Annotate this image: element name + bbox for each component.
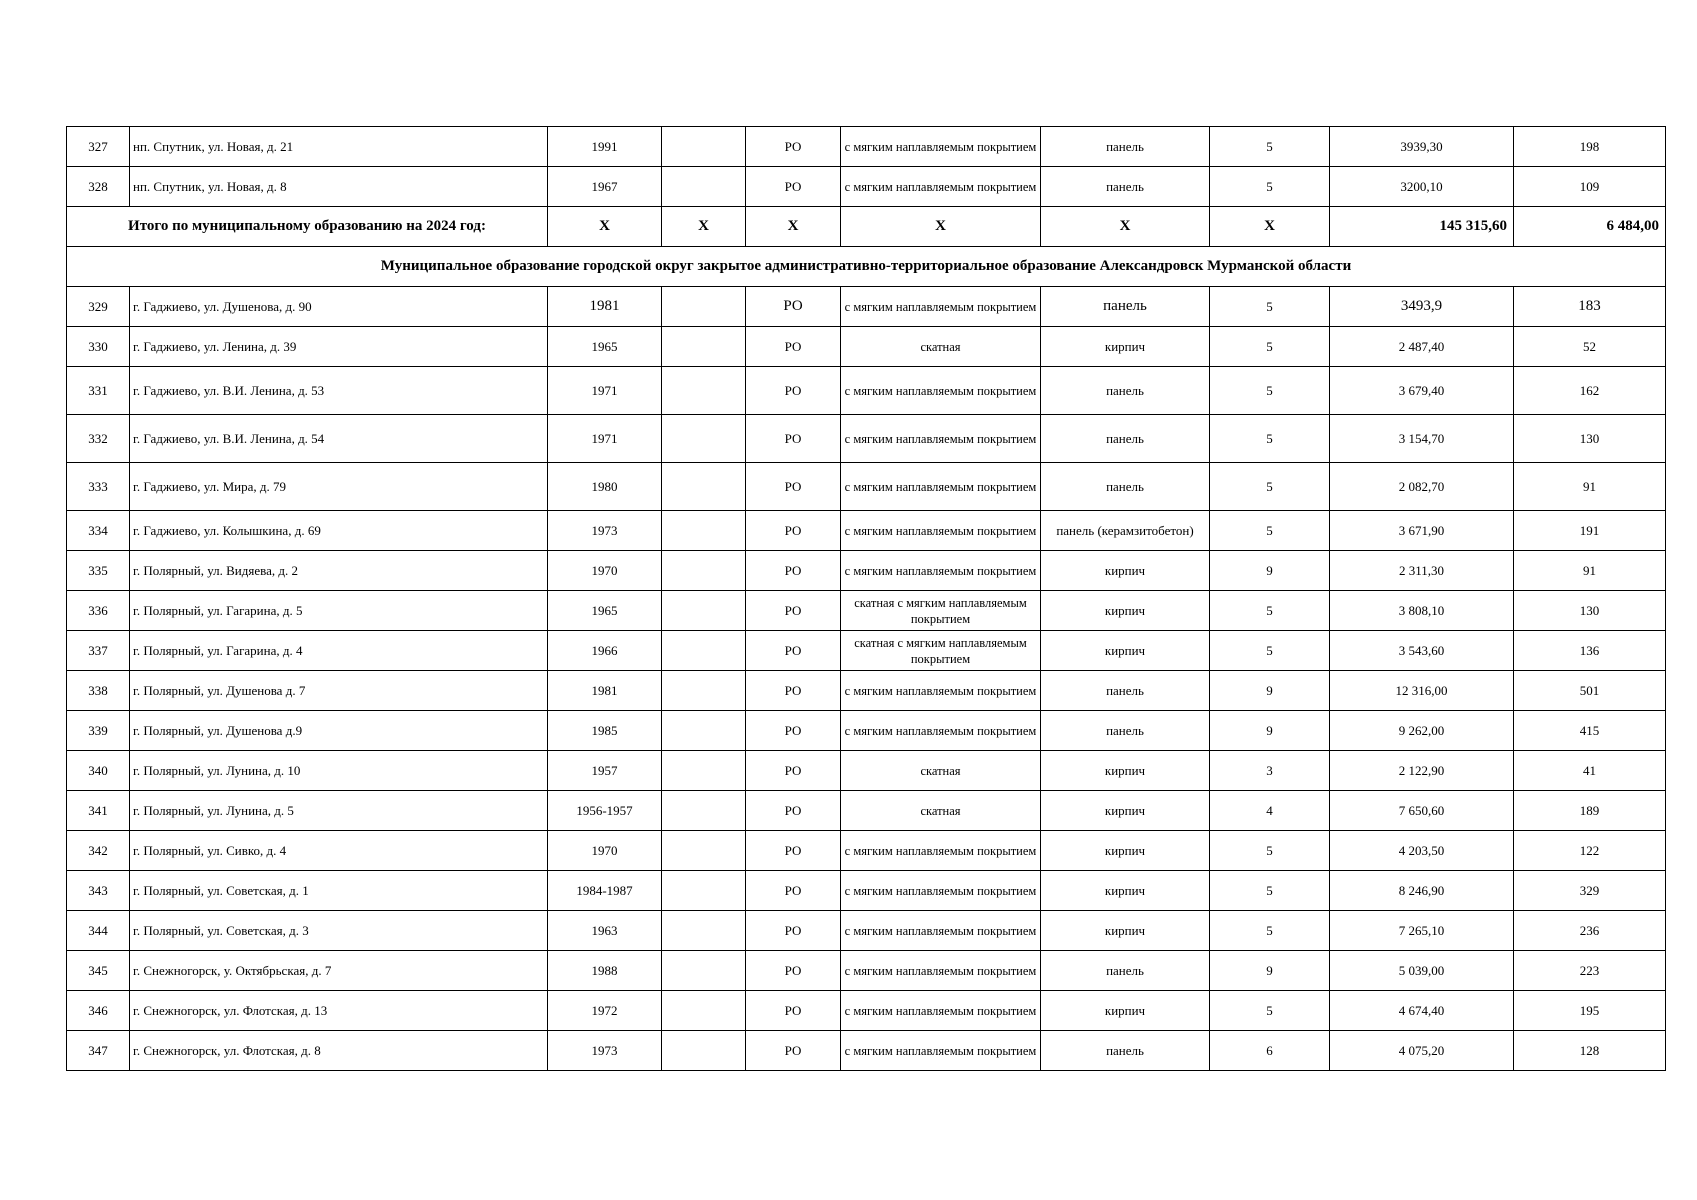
row-number: 334 <box>67 511 130 551</box>
address-cell: г. Гаджиево, ул. Душенова, д. 90 <box>130 287 548 327</box>
floors-cell: 5 <box>1210 831 1330 871</box>
area-cell: 4 075,20 <box>1330 1031 1514 1071</box>
address-cell: г. Гаджиево, ул. Колышкина, д. 69 <box>130 511 548 551</box>
ro-cell: РО <box>746 127 841 167</box>
year-cell: 1965 <box>548 591 662 631</box>
empty-cell <box>662 167 746 207</box>
count-cell: 130 <box>1514 591 1666 631</box>
floors-cell: 5 <box>1210 511 1330 551</box>
area-cell: 2 122,90 <box>1330 751 1514 791</box>
address-cell: г. Гаджиево, ул. Ленина, д. 39 <box>130 327 548 367</box>
ro-cell: РО <box>746 463 841 511</box>
year-cell: 1973 <box>548 511 662 551</box>
total-floors: X <box>1210 207 1330 247</box>
roof-type-cell: с мягким наплавляемым покрытием <box>841 167 1041 207</box>
year-cell: 1967 <box>548 167 662 207</box>
count-cell: 329 <box>1514 871 1666 911</box>
ro-cell: РО <box>746 951 841 991</box>
empty-cell <box>662 831 746 871</box>
row-number: 332 <box>67 415 130 463</box>
row-number: 337 <box>67 631 130 671</box>
section-row <box>67 247 1666 287</box>
ro-cell: РО <box>746 287 841 327</box>
total-area: 145 315,60 <box>1330 207 1514 247</box>
empty-cell <box>662 991 746 1031</box>
address-cell: г. Снежногорск, ул. Флотская, д. 13 <box>130 991 548 1031</box>
year-cell: 1980 <box>548 463 662 511</box>
count-cell: 189 <box>1514 791 1666 831</box>
row-number: 340 <box>67 751 130 791</box>
empty-cell <box>662 911 746 951</box>
row-number: 339 <box>67 711 130 751</box>
ro-cell: РО <box>746 671 841 711</box>
empty-cell <box>662 127 746 167</box>
ro-cell: РО <box>746 415 841 463</box>
table-row <box>67 551 1666 591</box>
roof-type-cell: скатная <box>841 327 1041 367</box>
table-row <box>67 751 1666 791</box>
wall-material-cell: кирпич <box>1041 911 1210 951</box>
area-cell: 3939,30 <box>1330 127 1514 167</box>
empty-cell <box>662 287 746 327</box>
area-cell: 2 311,30 <box>1330 551 1514 591</box>
total-roof: X <box>841 207 1041 247</box>
floors-cell: 5 <box>1210 327 1330 367</box>
empty-cell <box>662 327 746 367</box>
area-cell: 7 265,10 <box>1330 911 1514 951</box>
year-cell: 1972 <box>548 991 662 1031</box>
count-cell: 183 <box>1514 287 1666 327</box>
table-row <box>67 367 1666 415</box>
empty-cell <box>662 367 746 415</box>
count-cell: 236 <box>1514 911 1666 951</box>
ro-cell: РО <box>746 1031 841 1071</box>
wall-material-cell: кирпич <box>1041 991 1210 1031</box>
roof-type-cell: скатная <box>841 751 1041 791</box>
area-cell: 8 246,90 <box>1330 871 1514 911</box>
roof-type-cell: с мягким наплавляемым покрытием <box>841 1031 1041 1071</box>
address-cell: г. Снежногорск, у. Октябрьская, д. 7 <box>130 951 548 991</box>
roof-type-cell: с мягким наплавляемым покрытием <box>841 671 1041 711</box>
area-cell: 2 082,70 <box>1330 463 1514 511</box>
area-cell: 2 487,40 <box>1330 327 1514 367</box>
area-cell: 9 262,00 <box>1330 711 1514 751</box>
table-row <box>67 127 1666 167</box>
table-row <box>67 1031 1666 1071</box>
floors-cell: 5 <box>1210 287 1330 327</box>
area-cell: 12 316,00 <box>1330 671 1514 711</box>
total-ro: X <box>746 207 841 247</box>
year-cell: 1985 <box>548 711 662 751</box>
floors-cell: 6 <box>1210 1031 1330 1071</box>
total-year: X <box>548 207 662 247</box>
address-cell: г. Полярный, ул. Советская, д. 3 <box>130 911 548 951</box>
ro-cell: РО <box>746 367 841 415</box>
year-cell: 1984-1987 <box>548 871 662 911</box>
empty-cell <box>662 551 746 591</box>
table-row <box>67 167 1666 207</box>
roof-type-cell: с мягким наплавляемым покрытием <box>841 951 1041 991</box>
ro-cell: РО <box>746 791 841 831</box>
area-cell: 4 674,40 <box>1330 991 1514 1031</box>
year-cell: 1970 <box>548 831 662 871</box>
count-cell: 198 <box>1514 127 1666 167</box>
table-body-total <box>67 207 1666 287</box>
count-cell: 191 <box>1514 511 1666 551</box>
ro-cell: РО <box>746 911 841 951</box>
wall-material-cell: панель <box>1041 367 1210 415</box>
count-cell: 91 <box>1514 551 1666 591</box>
wall-material-cell: панель <box>1041 711 1210 751</box>
address-cell: нп. Спутник, ул. Новая, д. 21 <box>130 127 548 167</box>
housing-register-table <box>66 126 1666 1071</box>
table-row <box>67 951 1666 991</box>
floors-cell: 5 <box>1210 463 1330 511</box>
address-cell: г. Гаджиево, ул. В.И. Ленина, д. 54 <box>130 415 548 463</box>
empty-cell <box>662 463 746 511</box>
address-cell: г. Полярный, ул. Советская, д. 1 <box>130 871 548 911</box>
area-cell: 3 154,70 <box>1330 415 1514 463</box>
wall-material-cell: кирпич <box>1041 751 1210 791</box>
wall-material-cell: панель <box>1041 951 1210 991</box>
year-cell: 1991 <box>548 127 662 167</box>
year-cell: 1971 <box>548 367 662 415</box>
year-cell: 1973 <box>548 1031 662 1071</box>
wall-material-cell: кирпич <box>1041 327 1210 367</box>
year-cell: 1981 <box>548 671 662 711</box>
row-number: 335 <box>67 551 130 591</box>
table-row <box>67 631 1666 671</box>
table-body-top <box>67 127 1666 207</box>
address-cell: г. Полярный, ул. Душенова д.9 <box>130 711 548 751</box>
roof-type-cell: с мягким наплавляемым покрытием <box>841 871 1041 911</box>
wall-material-cell: кирпич <box>1041 871 1210 911</box>
wall-material-cell: кирпич <box>1041 831 1210 871</box>
area-cell: 3200,10 <box>1330 167 1514 207</box>
area-cell: 3 671,90 <box>1330 511 1514 551</box>
empty-cell <box>662 591 746 631</box>
ro-cell: РО <box>746 327 841 367</box>
address-cell: г. Полярный, ул. Гагарина, д. 5 <box>130 591 548 631</box>
ro-cell: РО <box>746 831 841 871</box>
year-cell: 1988 <box>548 951 662 991</box>
floors-cell: 9 <box>1210 951 1330 991</box>
floors-cell: 5 <box>1210 911 1330 951</box>
table-body-main <box>67 287 1666 1071</box>
area-cell: 5 039,00 <box>1330 951 1514 991</box>
year-cell: 1965 <box>548 327 662 367</box>
table-row <box>67 991 1666 1031</box>
count-cell: 136 <box>1514 631 1666 671</box>
row-number: 333 <box>67 463 130 511</box>
address-cell: г. Полярный, ул. Видяева, д. 2 <box>130 551 548 591</box>
roof-type-cell: скатная с мягким наплавляемым покрытием <box>841 631 1041 671</box>
year-cell: 1956-1957 <box>548 791 662 831</box>
count-cell: 109 <box>1514 167 1666 207</box>
ro-cell: РО <box>746 871 841 911</box>
empty-cell <box>662 791 746 831</box>
count-cell: 162 <box>1514 367 1666 415</box>
row-number: 342 <box>67 831 130 871</box>
address-cell: г. Снежногорск, ул. Флотская, д. 8 <box>130 1031 548 1071</box>
wall-material-cell: панель <box>1041 1031 1210 1071</box>
area-cell: 3 679,40 <box>1330 367 1514 415</box>
table-row <box>67 327 1666 367</box>
address-cell: нп. Спутник, ул. Новая, д. 8 <box>130 167 548 207</box>
empty-cell <box>662 415 746 463</box>
roof-type-cell: с мягким наплавляемым покрытием <box>841 511 1041 551</box>
table-row <box>67 871 1666 911</box>
wall-material-cell: панель <box>1041 167 1210 207</box>
wall-material-cell: кирпич <box>1041 591 1210 631</box>
ro-cell: РО <box>746 751 841 791</box>
roof-type-cell: с мягким наплавляемым покрытием <box>841 415 1041 463</box>
empty-cell <box>662 871 746 911</box>
area-cell: 3 543,60 <box>1330 631 1514 671</box>
row-number: 330 <box>67 327 130 367</box>
ro-cell: РО <box>746 991 841 1031</box>
wall-material-cell: панель <box>1041 127 1210 167</box>
roof-type-cell: скатная <box>841 791 1041 831</box>
floors-cell: 9 <box>1210 551 1330 591</box>
ro-cell: РО <box>746 631 841 671</box>
count-cell: 223 <box>1514 951 1666 991</box>
empty-cell <box>662 951 746 991</box>
year-cell: 1971 <box>548 415 662 463</box>
row-number: 343 <box>67 871 130 911</box>
wall-material-cell: кирпич <box>1041 551 1210 591</box>
roof-type-cell: с мягким наплавляемым покрытием <box>841 367 1041 415</box>
wall-material-cell: панель <box>1041 463 1210 511</box>
table-row <box>67 591 1666 631</box>
row-number: 329 <box>67 287 130 327</box>
empty-cell <box>662 751 746 791</box>
section-title: Муниципальное образование городской округ закрытое административно-территориальное образование Александровск Мурманской области <box>67 247 1666 287</box>
wall-material-cell: панель <box>1041 671 1210 711</box>
empty-cell <box>662 671 746 711</box>
roof-type-cell: с мягким наплавляемым покрытием <box>841 551 1041 591</box>
ro-cell: РО <box>746 711 841 751</box>
floors-cell: 5 <box>1210 591 1330 631</box>
total-wall: X <box>1041 207 1210 247</box>
table-row <box>67 511 1666 551</box>
count-cell: 52 <box>1514 327 1666 367</box>
table-row <box>67 831 1666 871</box>
roof-type-cell: с мягким наплавляемым покрытием <box>841 831 1041 871</box>
floors-cell: 5 <box>1210 167 1330 207</box>
empty-cell <box>662 1031 746 1071</box>
wall-material-cell: кирпич <box>1041 631 1210 671</box>
total-row <box>67 207 1666 247</box>
area-cell: 3 808,10 <box>1330 591 1514 631</box>
ro-cell: РО <box>746 511 841 551</box>
table-row <box>67 911 1666 951</box>
address-cell: г. Полярный, ул. Душенова д. 7 <box>130 671 548 711</box>
count-cell: 122 <box>1514 831 1666 871</box>
count-cell: 128 <box>1514 1031 1666 1071</box>
total-label: Итого по муниципальному образованию на 2024 год: <box>67 207 548 247</box>
address-cell: г. Полярный, ул. Лунина, д. 5 <box>130 791 548 831</box>
area-cell: 3493,9 <box>1330 287 1514 327</box>
area-cell: 4 203,50 <box>1330 831 1514 871</box>
row-number: 341 <box>67 791 130 831</box>
count-cell: 195 <box>1514 991 1666 1031</box>
count-cell: 41 <box>1514 751 1666 791</box>
count-cell: 130 <box>1514 415 1666 463</box>
row-number: 336 <box>67 591 130 631</box>
wall-material-cell: панель <box>1041 415 1210 463</box>
ro-cell: РО <box>746 167 841 207</box>
table-row <box>67 711 1666 751</box>
year-cell: 1957 <box>548 751 662 791</box>
ro-cell: РО <box>746 591 841 631</box>
address-cell: г. Гаджиево, ул. В.И. Ленина, д. 53 <box>130 367 548 415</box>
count-cell: 91 <box>1514 463 1666 511</box>
roof-type-cell: с мягким наплавляемым покрытием <box>841 127 1041 167</box>
row-number: 331 <box>67 367 130 415</box>
floors-cell: 9 <box>1210 671 1330 711</box>
year-cell: 1970 <box>548 551 662 591</box>
row-number: 344 <box>67 911 130 951</box>
floors-cell: 5 <box>1210 367 1330 415</box>
floors-cell: 3 <box>1210 751 1330 791</box>
floors-cell: 4 <box>1210 791 1330 831</box>
row-number: 347 <box>67 1031 130 1071</box>
empty-cell <box>662 711 746 751</box>
roof-type-cell: с мягким наплавляемым покрытием <box>841 287 1041 327</box>
floors-cell: 5 <box>1210 415 1330 463</box>
total-c4: X <box>662 207 746 247</box>
wall-material-cell: панель <box>1041 287 1210 327</box>
row-number: 346 <box>67 991 130 1031</box>
table-row <box>67 463 1666 511</box>
roof-type-cell: с мягким наплавляемым покрытием <box>841 911 1041 951</box>
address-cell: г. Полярный, ул. Сивко, д. 4 <box>130 831 548 871</box>
row-number: 338 <box>67 671 130 711</box>
table-row <box>67 791 1666 831</box>
address-cell: г. Гаджиево, ул. Мира, д. 79 <box>130 463 548 511</box>
floors-cell: 5 <box>1210 631 1330 671</box>
address-cell: г. Полярный, ул. Лунина, д. 10 <box>130 751 548 791</box>
count-cell: 415 <box>1514 711 1666 751</box>
wall-material-cell: панель (керамзитобетон) <box>1041 511 1210 551</box>
roof-type-cell: с мягким наплавляемым покрытием <box>841 711 1041 751</box>
count-cell: 501 <box>1514 671 1666 711</box>
year-cell: 1963 <box>548 911 662 951</box>
roof-type-cell: с мягким наплавляемым покрытием <box>841 463 1041 511</box>
ro-cell: РО <box>746 551 841 591</box>
row-number: 345 <box>67 951 130 991</box>
table-row <box>67 415 1666 463</box>
wall-material-cell: кирпич <box>1041 791 1210 831</box>
empty-cell <box>662 511 746 551</box>
row-number: 327 <box>67 127 130 167</box>
empty-cell <box>662 631 746 671</box>
table-row <box>67 287 1666 327</box>
area-cell: 7 650,60 <box>1330 791 1514 831</box>
table-row <box>67 671 1666 711</box>
year-cell: 1981 <box>548 287 662 327</box>
roof-type-cell: скатная с мягким наплавляемым покрытием <box>841 591 1041 631</box>
address-cell: г. Полярный, ул. Гагарина, д. 4 <box>130 631 548 671</box>
floors-cell: 5 <box>1210 871 1330 911</box>
row-number: 328 <box>67 167 130 207</box>
floors-cell: 5 <box>1210 127 1330 167</box>
year-cell: 1966 <box>548 631 662 671</box>
floors-cell: 5 <box>1210 991 1330 1031</box>
total-count: 6 484,00 <box>1514 207 1666 247</box>
floors-cell: 9 <box>1210 711 1330 751</box>
roof-type-cell: с мягким наплавляемым покрытием <box>841 991 1041 1031</box>
